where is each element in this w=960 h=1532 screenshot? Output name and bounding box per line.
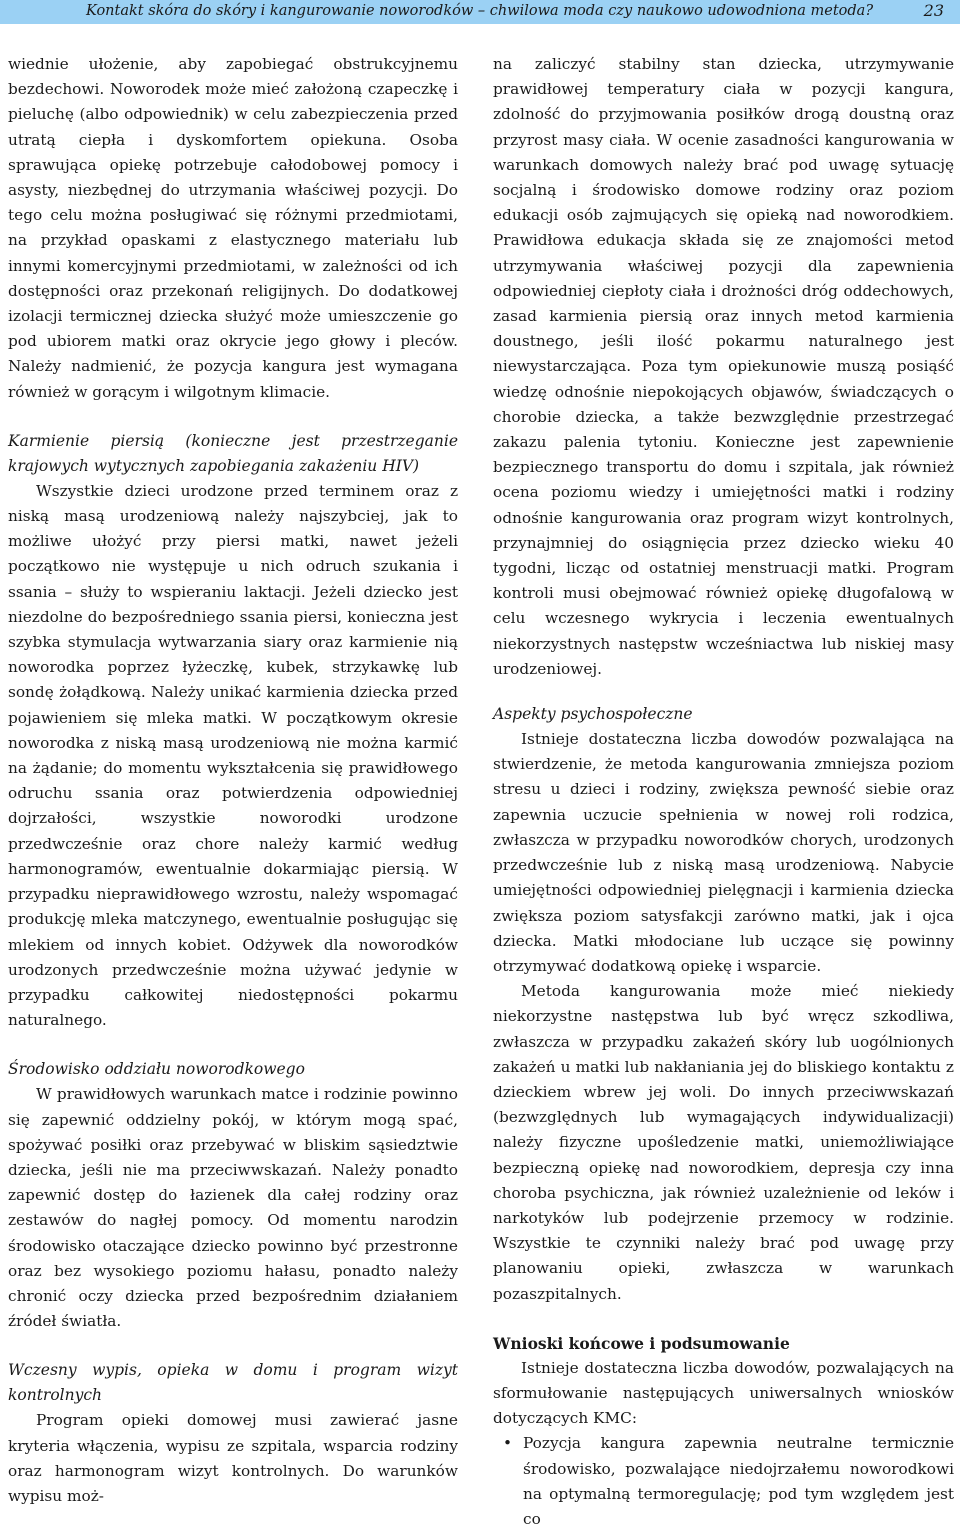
left-column [8,52,458,1509]
page-number: 23 [923,1,944,20]
conclusions-list [493,1431,954,1532]
paragraph-psychosocial-2: Metoda kangurowania może mieć niekiedy niekorzystne następstwa lub być wręcz szkodliwa, zwłaszcza w przypadku zakażeń skóry lub uogólnionych zakażeń u matki lub nakłaniania jej do bliskiego kontaktu z dzieckiem wbrew jej woli. Do innych przeciwwskazań (bezwzględnych lub wymagających indywidualizacji) należy fizyczne upośledzenie matki, uniemożliwiające bezpieczną opiekę nad noworodkiem, depresja czy inna choroba psychiczna, jak również uzależnienie od leków i narkotyków lub podejrzenie przemocy w rodzinie. Wszystkie te czynniki należy brać pod uwagę przy planowaniu opieki, zwłaszcza w warunkach pozaszpitalnych. [493,982,954,1303]
paragraph-conclusions: Istnieje dostateczna liczba dowodów, pozwalających na sformułowanie następujących uniwersalnych wniosków dotyczących KMC: [493,1358,954,1428]
paragraph-environment: W prawidłowych warunkach matce i rodzinie powinno się zapewnić oddzielny pokój, w którym mogą spać, spożywać posiłki oraz przebywać w bliskim sąsiedztwie dziecka, jeśli nie ma przeciwwskazań. Należy ponadto zapewnić dostęp do łazienek dla całej rodziny oraz zestawów do nagłej pomocy. Od momentu narodzin środowisko otaczające dziecko powinno być przestronne oraz bez wysokiego poziomu hałasu, ponadto należy chronić oczy dziecka przed bezpośrednim działaniem źródeł światła. [8,1085,458,1331]
right-column [493,52,954,1532]
running-header-title: Kontakt skóra do skóry i kangurowanie noworodków – chwilowa moda czy naukowo udowodniona metoda? [86,3,874,19]
paragraph-positioning: wiednie ułożenie, aby zapobiegać obstrukcyjnemu bezdechowi. Noworodek może mieć założoną czapeczkę i pieluchę (albo odpowiednik) w celu zabezpieczenia przed utratą ciepła i dyskomfortem opiekuna. Osoba sprawująca opiekę potrzebuje całodobowej pomocy i asysty, niezbędnej do utrzymania właściwej pozycji. Do tego celu można posługiwać się różnymi przedmiotami, na przykład opaskami z elastycznego materiału lub innymi komercyjnymi przedmiotami, w zależności od ich dostępności oraz przekonań religijnych. Do dodatkowej izolacji termicznej dziecka służyć może umieszczenie go pod ubiorem matki oraz okrycie jego głowy i pleców. Należy nadmienić, że pozycja kangura jest wymagana również w gorącym i wilgotnym klimacie. [8,55,458,401]
section-heading-psychosocial: Aspekty psychospołeczne [493,705,693,724]
list-item: • Pozycja kangura zapewnia neutralne termicznie środowisko, pozwalające niedojrzałemu noworodkowi na optymalną termoregulację; pod tym względem jest co [523,1431,954,1532]
paragraph-discharge: Program opieki domowej musi zawierać jasne kryteria włączenia, wypisu ze szpitala, wsparcia rodziny oraz harmonogram wizyt kontrolnych. Do warunków wypisu moż- [8,1411,458,1505]
paragraph-breastfeeding: Wszystkie dzieci urodzone przed terminem oraz z niską masą urodzeniową należy najszybciej, jak to możliwe ułożyć przy piersi matki, nawet jeżeli początkowo nie występuje u nich odruch szukania i ssania – służy to wspieraniu laktacji. Jeżeli dziecko jest niezdolne do bezpośredniego ssania piersi, konieczna jest szybka stymulacja wytwarzania siary oraz karmienie nią noworodka poprzez łyżeczkę, kubek, strzykawkę lub sondę żołądkową. Należy unikać karmienia dziecka przed pojawieniem się mleka matki. W początkowym okresie noworodka z niską masą urodzeniową nie można karmić na żądanie; do momentu wykształcenia się prawidłowego odruchu ssania oraz potwierdzenia odpowiedniej dojrzałości, wszystkie noworodki urodzone przedwcześnie oraz chore należy karmić według harmonogramów, ewentualnie dokarmiając piersią. W przypadku nieprawidłowego wzrostu, należy wspomagać produkcję mleka matczynego, ewentualnie posługując się mlekiem od innych kobiet. Odżywek dla noworodków urodzonych przedwcześnie można używać jedynie w przypadku całkowitej niedostępności pokarmu naturalnego. [8,481,458,1030]
section-heading-environment: Środowisko oddziału noworodkowego [8,1060,305,1079]
section-heading-breastfeeding: Karmienie piersią (konieczne jest przestrzeganie krajowych wytycznych zapobiegania zakażeniu HIV) [8,431,458,475]
section-heading-conclusions: Wnioski końcowe i podsumowanie [493,1333,790,1353]
paragraph-discharge-continued: na zaliczyć stabilny stan dziecka, utrzymywanie prawidłowej temperatury ciała w pozycji kangura, zdolność do przyjmowania posiłków drogą doustną oraz przyrost masy ciała. W ocenie zasadności kangurowania w warunkach domowych należy brać pod uwagę sytuację socjalną i środowisko domowe rodziny oraz poziom edukacji osób zajmujących się opieką nad noworodkiem. Prawidłowa edukacja składa się ze znajomości metod utrzymywania właściwej pozycji dla zapewnienia odpowiedniej ciepłoty ciała i drożności dróg oddechowych, zasad karmienia piersią oraz innych metod karmienia doustnego, jeśli ilość pokarmu naturalnego jest niewystarczająca. Poza tym opiekunowie muszą posiąść wiedzę odnośnie niepokojących objawów, świadczących o chorobie dziecka, a także bezwzględnie przestrzegać zakazu palenia tytoniu. Konieczne jest zapewnienie bezpiecznego transportu do domu i szpitala, jak również ocena poziomu wiedzy i umiejętności matki i rodziny odnośnie kangurowania oraz program wizyt kontrolnych, przynajmniej do osiągnięcia przez dziecko wieku 40 tygodni, licząc od ostatniej menstruacji matki. Program kontroli musi obejmować również opiekę długofalową w celu wczesnego wykrycia i leczenia ewentualnych niekorzystnych następstw wcześniactwa lub niskiej masy urodzeniowej. [493,55,954,678]
running-header-band [0,0,960,24]
section-heading-discharge: Wczesny wypis, opieka w domu i program wizyt kontrolnych [8,1361,458,1405]
paragraph-psychosocial-1: Istnieje dostateczna liczba dowodów pozwalająca na stwierdzenie, że metoda kangurowania zmniejsza poziom stresu u dzieci i rodziny, zwiększa pewność siebie oraz zapewnia uczucie spełnienia w nowej roli rodzica, zwłaszcza w przypadku noworodków chorych, urodzonych przedwcześnie lub z niską masą urodzeniową. Nabycie umiejętności odpowiedniej pielęgnacji i karmienia dziecka zwiększa poziom satysfakcji zarówno matki, jak i ojca dziecka. Matki młodociane lub uczące się powinny otrzymywać dodatkową opiekę i wsparcie. [493,730,954,975]
